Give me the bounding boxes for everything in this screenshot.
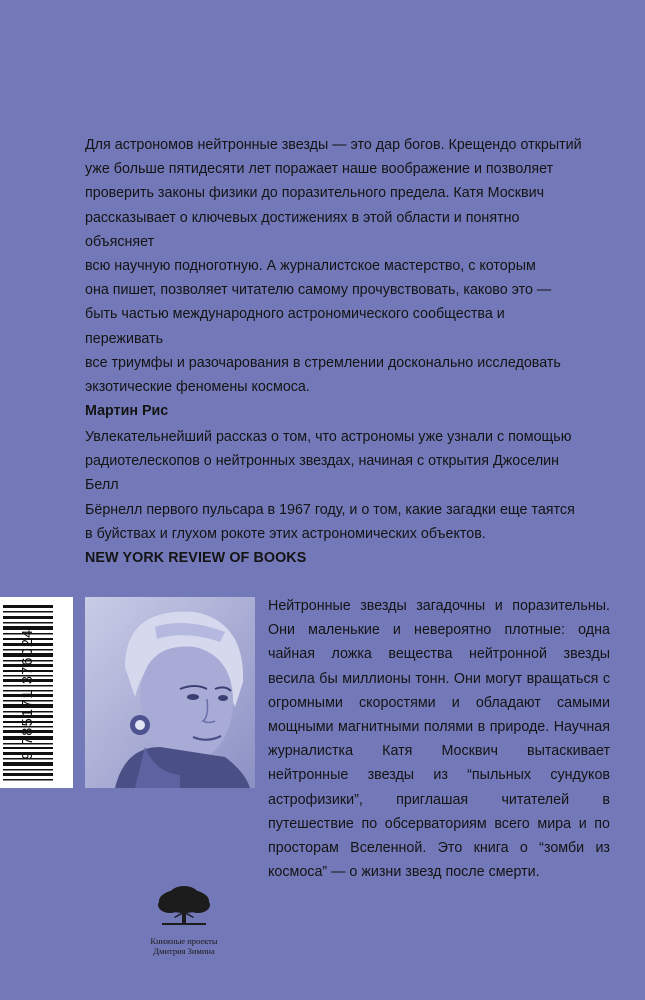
quote-author: NEW YORK REVIEW OF BOOKS: [85, 550, 307, 567]
quote-author: Мартин Рис: [85, 403, 169, 420]
quote-line: Бёрнелл первого пульсара в 1967 году, и о том, какие загадки еще таятся: [85, 501, 575, 518]
book-description: Нейтронные звезды загадочны и поразительны. Они маленькие и невероятно плотные: одна чайная ложка вещества нейтронной звезды весила бы миллионы тонн. Они могут вращаться с огромными скоростями и обладают самыми мощными магнитными полями в природе. Научная журналистка Катя Москвич вытаскивает нейтронные звезды из “пыльных сундуков астрофизики”, приглашая читателей в путешествие по обсерваториям всего мира и по просторам Вселенной. Это книга о “зомби из космоса” — о жизни звезд после смерти.: [268, 598, 610, 881]
quote-line: уже больше пятидесяти лет поражает наше воображение и позволяет: [85, 161, 554, 178]
publisher-line2: Дмитрия Зимина: [153, 946, 215, 956]
quote-line: всю научную подноготную. А журналистское мастерство, с которым: [85, 258, 536, 275]
publisher-line1: Книжные проекты: [150, 936, 218, 946]
author-photo: [85, 597, 255, 788]
quote-line: радиотелескопов о нейтронных звездах, начиная с открытия Джоселин Белл: [85, 453, 560, 494]
quote-line: рассказывает о ключевых достижениях в этой области и понятно объясняет: [85, 209, 520, 250]
publisher-logo: [134, 885, 234, 956]
quote-line: в буйствах и глухом рокоте этих астрономических объектов.: [85, 525, 486, 542]
isbn-number: 9 785171 376024: [20, 628, 36, 760]
isbn-barcode: [0, 597, 73, 788]
quote-line: Для астрономов нейтронные звезды — это дар богов. Крещендо открытий: [85, 137, 582, 153]
quote-line: экзотические феномены космоса.: [85, 379, 310, 396]
review-quote-rees: [85, 133, 585, 423]
tree-icon: [154, 885, 214, 931]
review-quote-nyrb: [85, 425, 585, 570]
quote-line: она пишет, позволяет читателю самому прочувствовать, каково это —: [85, 282, 552, 299]
quote-line: все триумфы и разочарования в стремлении досконально исследовать: [85, 354, 561, 371]
quote-line: быть частью международного астрономического сообщества и переживать: [85, 306, 505, 347]
quote-line: Увлекательнейший рассказ о том, что астрономы уже узнали с помощью: [85, 429, 572, 445]
quote-line: проверить законы физики до поразительного предела. Катя Москвич: [85, 185, 545, 202]
